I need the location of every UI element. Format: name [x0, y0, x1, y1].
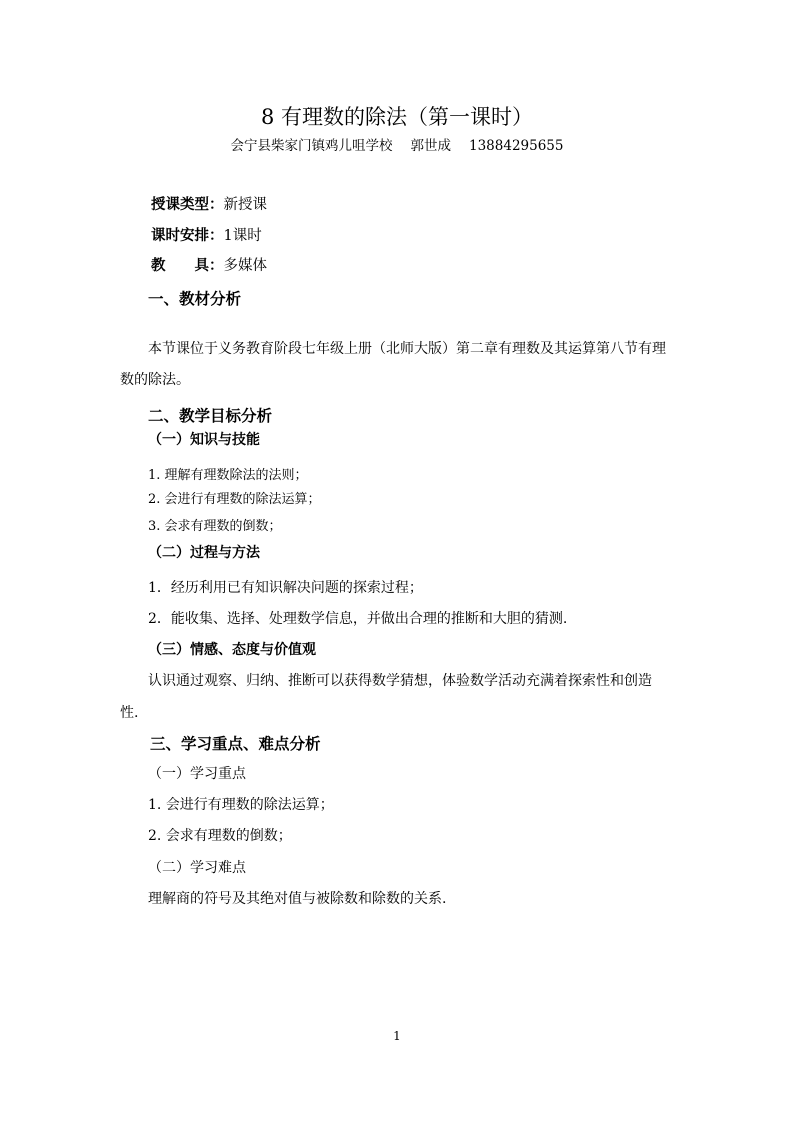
subsection-heading: （一）学习重点 [148, 766, 246, 782]
meta-value: 多媒体 [223, 258, 267, 274]
doc-title: 8 有理数的除法（第一课时） [260, 105, 534, 129]
subsection-heading: （三）情感、态度与价值观 [148, 642, 316, 658]
section-heading: 三、学习重点、难点分析 [150, 734, 321, 753]
list-item: 1．经历利用已有知识解决问题的探索过程； [148, 580, 423, 596]
list-item: 2. 会求有理数的倒数； [148, 828, 292, 844]
author-name: 郭世成 [410, 138, 451, 154]
paragraph-line: 性. [120, 705, 139, 721]
list-item: 1. 理解有理数除法的法则； [148, 468, 308, 483]
meta-schedule [151, 229, 262, 244]
author-phone: 13884295655 [469, 138, 564, 154]
subsection-heading: （二）过程与方法 [148, 545, 260, 561]
list-item: 1. 会进行有理数的除法运算； [148, 797, 334, 813]
paragraph-line: 认识通过观察、归纳、推断可以获得数学猜想，体验数学活动充满着探索性和创造 [148, 673, 652, 689]
paragraph-line: 理解商的符号及其绝对值与被除数和除数的关系. [148, 891, 447, 907]
meta-value: 1课时 [223, 228, 262, 244]
meta-label: 课时安排： [151, 227, 224, 244]
meta-label: 教 具： [151, 257, 224, 274]
paragraph-line: 本节课位于义务教育阶段七年级上册（北师大版）第二章有理数及其运算第八节有理 [148, 341, 666, 357]
page-number: 1 [393, 1029, 401, 1043]
list-item: 2. 会进行有理数的除法运算； [148, 492, 321, 507]
meta-label: 授课类型： [151, 196, 224, 213]
section-heading: 一、教材分析 [148, 289, 242, 308]
list-item: 2．能收集、选择、处理数学信息，并做出合理的推断和大胆的猜测. [148, 611, 568, 627]
subsection-heading: （一）知识与技能 [148, 432, 260, 448]
meta-lesson-type [151, 198, 267, 213]
meta-tools [151, 259, 267, 274]
paragraph-line: 数的除法。 [120, 372, 190, 388]
doc-subtitle [0, 140, 794, 154]
subsection-heading: （二）学习难点 [148, 860, 246, 876]
list-item: 3. 会求有理数的倒数； [148, 519, 282, 534]
section-heading: 二、教学目标分析 [148, 406, 273, 425]
meta-value: 新授课 [223, 197, 267, 213]
school-name: 会宁县柴家门镇鸡儿咀学校 [230, 138, 393, 154]
